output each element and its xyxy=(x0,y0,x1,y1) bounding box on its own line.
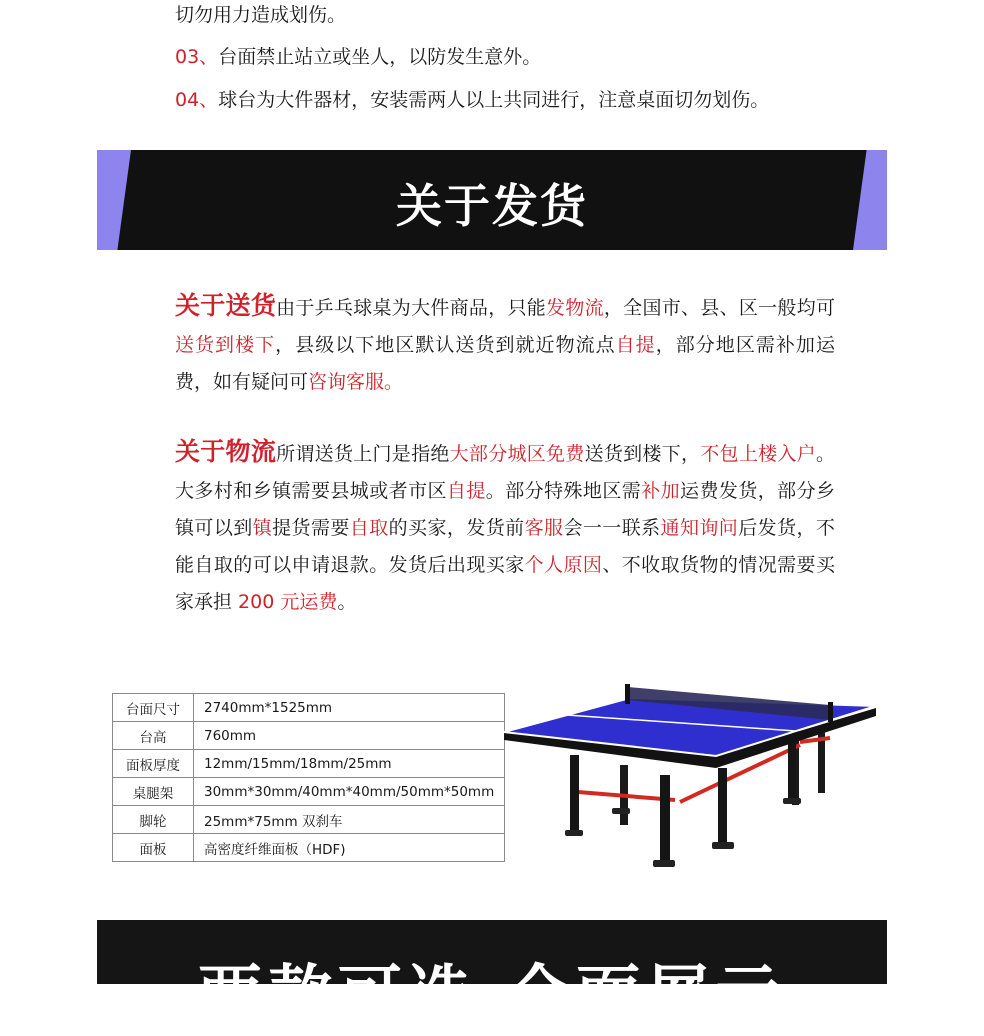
delivery-lead: 关于送货 xyxy=(175,291,277,320)
ping-pong-table-image xyxy=(500,680,888,875)
highlight-span: 200 元运费 xyxy=(238,591,338,613)
text-span: 、不收取货物的情况需要买家承担 xyxy=(175,554,835,613)
text-span: 由于乒乓球桌为大件商品，只能 xyxy=(276,297,547,319)
net-post xyxy=(828,702,833,722)
note-top-line: 切勿用力造成划伤。 xyxy=(175,4,347,26)
table-leg xyxy=(788,740,796,802)
highlight-span: 个人原因 xyxy=(524,554,603,576)
spec-label: 台高 xyxy=(113,722,194,750)
text-span: 提货需要 xyxy=(272,517,350,539)
text-span: 后发货，不能自取的可以申请退款。发货后出现买家 xyxy=(175,517,835,576)
net-post xyxy=(625,684,630,704)
table-row xyxy=(113,806,505,834)
note-text: 台面禁止站立或坐人，以防发生意外。 xyxy=(218,46,542,68)
text-span: ，县级以下地区默认送货到就近物流点 xyxy=(275,334,616,356)
highlight-span: 补加 xyxy=(641,480,681,502)
spec-table xyxy=(112,693,505,862)
spec-value: 760mm xyxy=(194,722,505,750)
note-number: 04、 xyxy=(175,89,219,111)
note-item-04 xyxy=(175,85,769,112)
text-span: 送货到楼下， xyxy=(584,443,701,465)
highlight-span: 客服 xyxy=(524,517,564,539)
highlight-span: 通知询问 xyxy=(660,517,739,539)
spec-value: 25mm*75mm 双刹车 xyxy=(194,806,505,834)
shipping-banner xyxy=(97,150,887,250)
table-leg xyxy=(660,775,670,865)
spec-value: 2740mm*1525mm xyxy=(194,694,505,722)
text-span: 运费发货，部分乡镇可以到 xyxy=(175,480,835,539)
highlight-span: 自取 xyxy=(349,517,389,539)
highlight-span: 自提 xyxy=(446,480,486,502)
table-wheel xyxy=(612,808,630,814)
highlight-span: 不包上楼入户 xyxy=(700,443,816,465)
note-item-03 xyxy=(175,42,541,69)
note-number: 03、 xyxy=(175,46,219,68)
table-leg xyxy=(570,755,579,835)
table-leg xyxy=(718,768,727,848)
highlight-span: 发物流 xyxy=(546,297,604,319)
highlight-span: 大部分城区免费 xyxy=(449,443,585,465)
highlight-span: 自提 xyxy=(615,334,656,356)
spec-value: 12mm/15mm/18mm/25mm xyxy=(194,750,505,778)
text-span: ，部分地区需补加运费，如有疑问可 xyxy=(175,334,835,393)
text-span: 。部分特殊地区需 xyxy=(485,480,642,502)
table-row xyxy=(113,722,505,750)
table-row xyxy=(113,778,505,806)
note-text: 球台为大件器材，安装需两人以上共同进行，注意桌面切勿划伤。 xyxy=(218,89,770,111)
text-span: 。 xyxy=(337,591,357,613)
text-span: ，全国市、县、区一般均可 xyxy=(603,297,835,319)
table-row xyxy=(113,694,505,722)
spec-label: 面板 xyxy=(113,834,194,862)
table-wheel xyxy=(653,860,675,867)
highlight-span: 镇 xyxy=(252,517,273,539)
table-wheel xyxy=(783,798,801,804)
styles-banner-title: 两款可选 全面展示 xyxy=(197,959,787,1033)
text-span: 会一一联系 xyxy=(563,517,661,539)
table-row xyxy=(113,834,505,862)
logistics-paragraph xyxy=(175,433,835,621)
table-row xyxy=(113,750,505,778)
highlight-span: 送货到楼下 xyxy=(175,334,276,356)
delivery-paragraph xyxy=(175,287,835,401)
highlight-span: 咨询客服。 xyxy=(308,371,404,393)
logistics-lead: 关于物流 xyxy=(175,437,277,466)
table-wheel xyxy=(712,842,734,849)
table-wheel xyxy=(565,830,583,836)
shipping-banner-title: 关于发货 xyxy=(396,179,588,233)
spec-value: 30mm*30mm/40mm*40mm/50mm*50mm xyxy=(194,778,505,806)
spec-label: 桌腿架 xyxy=(113,778,194,806)
spec-label: 台面尺寸 xyxy=(113,694,194,722)
text-span: 的买家，发货前 xyxy=(388,517,525,539)
spec-label: 脚轮 xyxy=(113,806,194,834)
spec-label: 面板厚度 xyxy=(113,750,194,778)
text-span: 。大多村和乡镇需要县城或者市区 xyxy=(175,443,835,502)
text-span: 所谓送货上门是指绝 xyxy=(276,443,450,465)
styles-banner xyxy=(97,920,887,1033)
spec-value: 高密度纤维面板（HDF) xyxy=(194,834,505,862)
